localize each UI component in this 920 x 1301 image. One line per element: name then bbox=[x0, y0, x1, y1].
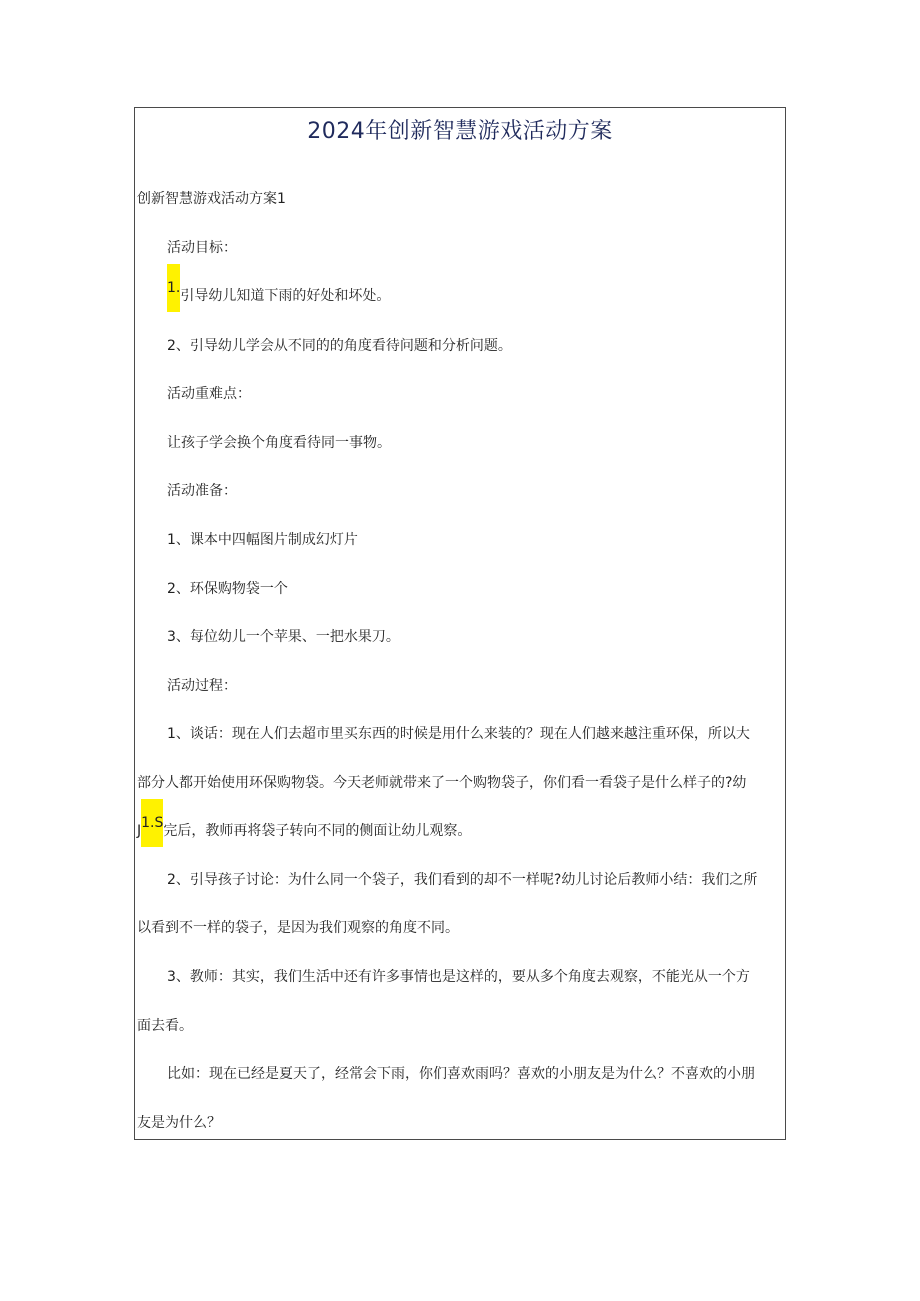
example-line-2: 友是为什么？ bbox=[137, 1115, 221, 1131]
process-1-line-1: 1、谈话：现在人们去超市里买东西的时候是用什么来装的？现在人们越来越注重环保，所以大 bbox=[167, 726, 750, 742]
example-line-1: 比如：现在已经是夏天了，经常会下雨，你们喜欢雨吗？喜欢的小朋友是为什么？不喜欢的小朋 bbox=[167, 1066, 755, 1082]
process-3-line-2: 面去看。 bbox=[137, 1018, 193, 1034]
goal-heading: 活动目标： bbox=[167, 240, 237, 256]
highlight-mark: 1. bbox=[167, 264, 180, 312]
process-1-line-3-rest: 完后，教师再将袋子转向不同的侧面让幼儿观察。 bbox=[163, 823, 472, 839]
process-heading: 活动过程： bbox=[167, 678, 237, 694]
prep-item-2: 2、环保购物袋一个 bbox=[167, 581, 288, 597]
section-heading: 创新智慧游戏活动方案1 bbox=[137, 191, 286, 207]
difficulty-text: 让孩子学会换个角度看待同一事物。 bbox=[167, 435, 391, 451]
prep-item-3: 3、每位幼儿一个苹果、一把水果刀。 bbox=[167, 629, 400, 645]
goal-item-2: 2、引导幼儿学会从不同的的角度看待问题和分析问题。 bbox=[167, 338, 512, 354]
process-1-line-3-prefix: J bbox=[137, 823, 142, 839]
process-2-line-1: 2、引导孩子讨论：为什么同一个袋子，我们看到的却不一样呢?幼儿讨论后教师小结：我们之所 bbox=[167, 872, 758, 888]
prep-heading: 活动准备： bbox=[167, 483, 237, 499]
document-title: 2024年创新智慧游戏活动方案 bbox=[307, 119, 613, 144]
prep-item-1: 1、课本中四幅图片制成幻灯片 bbox=[167, 532, 358, 548]
highlight-mark-2: 1.S bbox=[141, 799, 163, 847]
process-1-line-2: 部分人都开始使用环保购物袋。今天老师就带来了一个购物袋子，你们看一看袋子是什么样子的?幼 bbox=[137, 775, 747, 791]
process-2-line-2: 以看到不一样的袋子，是因为我们观察的角度不同。 bbox=[137, 920, 459, 936]
process-1-line-3 bbox=[137, 815, 472, 855]
goal-item-1-text: 引导幼儿知道下雨的好处和坏处。 bbox=[180, 288, 391, 304]
process-3-line-1: 3、教师：其实，我们生活中还有许多事情也是这样的，要从多个角度去观察，不能光从一个方 bbox=[167, 969, 750, 985]
difficulty-heading: 活动重难点： bbox=[167, 386, 251, 402]
goal-item-1 bbox=[167, 280, 391, 320]
